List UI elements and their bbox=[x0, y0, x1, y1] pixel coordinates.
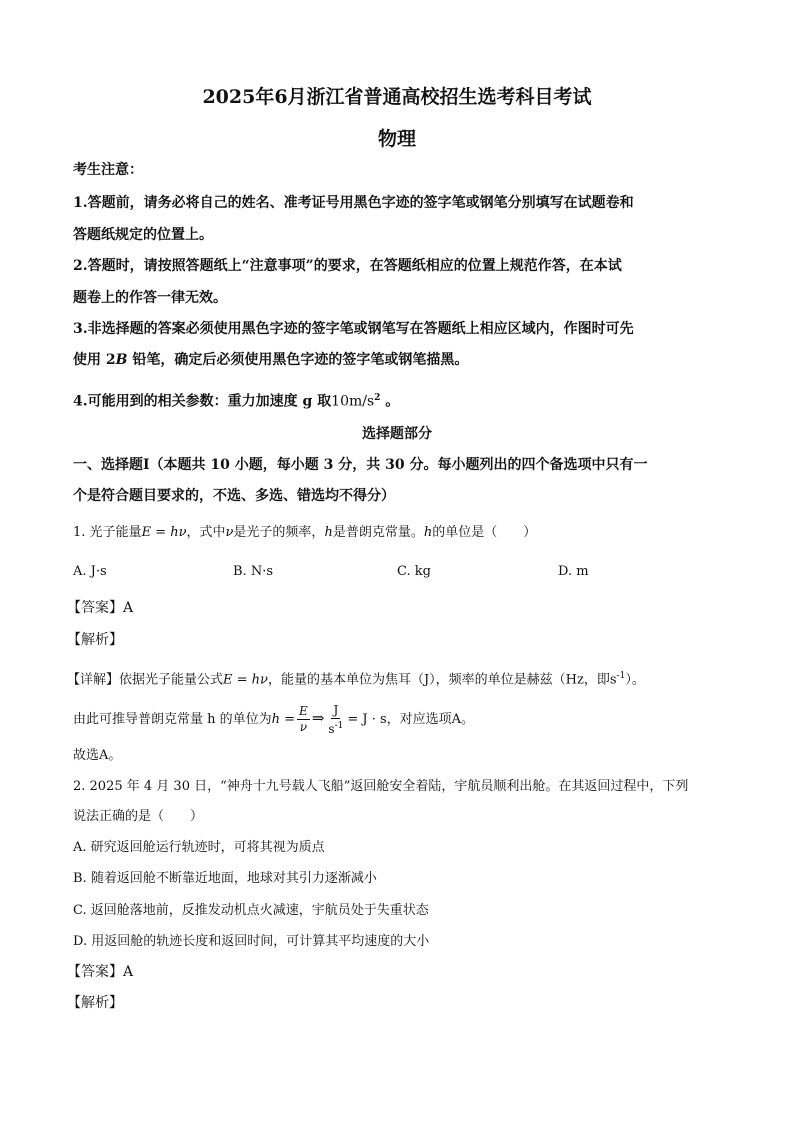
q1-option-a: A. J·s bbox=[73, 564, 107, 579]
question-2-stem-b: 说法正确的是（ ） bbox=[73, 809, 204, 824]
gravity-exponent: 2 bbox=[374, 393, 381, 403]
q1-nu: ν bbox=[225, 525, 234, 540]
fraction-1-numerator: E bbox=[299, 704, 308, 718]
exam-title: 2025年6月浙江省普通高校招生选考科目考试 bbox=[202, 86, 592, 108]
question-1-number: 1. bbox=[73, 525, 90, 540]
q1-detail-exp: -1 bbox=[616, 671, 626, 681]
q1-detail-1c: ）。 bbox=[625, 672, 645, 688]
fraction-2-denominator bbox=[326, 719, 345, 737]
question-2-stem-a: 2. 2025 年 4 月 30 日，“神舟十九号载人飞船”返回舱安全着陆，宇航员顺利出舱。在其返回过程中，下列 bbox=[73, 779, 689, 794]
q1-detail-label: 【详解】 bbox=[67, 672, 120, 688]
q1-detail-h: h = bbox=[271, 712, 296, 727]
notice-item-1b: 答题纸规定的位置上。 bbox=[73, 227, 213, 243]
fraction-e-over-nu bbox=[297, 704, 310, 735]
notice-item-2a: 2.答题时，请按照答题纸上“注意事项”的要求，在答题纸相应的位置上规范作答，在本试 bbox=[73, 258, 622, 274]
q1-h-2: h bbox=[423, 525, 433, 540]
q2-option-c: C. 返回舱落地前，反推发动机点火减速，宇航员处于失重状态 bbox=[73, 903, 429, 918]
q1-detail-1 bbox=[67, 666, 645, 690]
q1-detail-2 bbox=[73, 698, 474, 740]
notice-item-2b: 题卷上的作答一律无效。 bbox=[73, 290, 227, 306]
q1-text-5: 的单位是（ ） bbox=[432, 525, 537, 540]
q2-option-d: D. 用返回舱的轨迹长度和返回时间，可计算其平均速度的大小 bbox=[73, 934, 430, 949]
notice-item-3b-post: 铅笔，确定后必须使用黑色字迹的签字笔或钢笔描黑。 bbox=[127, 352, 469, 368]
notice-item-1a: 1.答题前，请务必将自己的姓名、准考证号用黑色字迹的签字笔或钢笔分别填写在试题卷和 bbox=[73, 195, 634, 211]
section-title: 选择题部分 bbox=[362, 426, 432, 442]
part1-instructions-b: 个是符合题目要求的，不选、多选、错选均不得分） bbox=[73, 488, 395, 504]
q1-detail-formula: E = hν bbox=[223, 672, 268, 688]
q1-analysis-label: 【解析】 bbox=[67, 632, 123, 648]
q1-detail-eq: = J · s bbox=[347, 712, 387, 727]
q1-detail-2b: ，对应选项A。 bbox=[386, 712, 475, 727]
fraction-2-den-unit: s bbox=[328, 721, 335, 736]
notice-item-3b-var: B bbox=[115, 352, 128, 368]
notice-heading: 考生注意： bbox=[73, 162, 143, 178]
fraction-1-denominator: ν bbox=[299, 720, 308, 734]
q1-text-4: 是普朗克常量。 bbox=[332, 525, 424, 540]
q1-detail-2a: 由此可推导普朗克常量 h 的单位为 bbox=[73, 712, 272, 727]
gravity-value: 10m/s bbox=[331, 393, 375, 410]
q1-option-d: D. m bbox=[558, 564, 589, 579]
q1-h-1: h bbox=[324, 525, 333, 540]
part1-instructions-a: 一、选择题Ⅰ（本题共 10 小题，每小题 3 分，共 30 分。每小题列出的四个备选项中只有一 bbox=[73, 457, 648, 473]
fraction-j-over-s bbox=[326, 703, 345, 737]
exam-subject: 物理 bbox=[377, 128, 416, 150]
q1-detail-unit: s bbox=[609, 672, 617, 688]
q1-option-b: B. N·s bbox=[233, 564, 273, 579]
q2-answer: 【答案】A bbox=[67, 964, 134, 980]
q1-text-3: 是光子的频率， bbox=[233, 525, 325, 540]
q1-option-c: C. kg bbox=[397, 564, 431, 579]
question-1-stem bbox=[73, 523, 536, 543]
notice-item-4-post: 。 bbox=[380, 393, 400, 410]
q1-answer: 【答案】A bbox=[67, 600, 134, 616]
notice-item-3a: 3.非选择题的答案必须使用黑色字迹的签字笔或钢笔写在答题纸上相应区域内，作图时可先 bbox=[73, 321, 634, 337]
notice-item-4-pre: 4.可能用到的相关参数：重力加速度 g 取 bbox=[73, 393, 332, 410]
implies-arrow: ⇒ bbox=[311, 709, 325, 727]
notice-item-3b-pre: 使用 2 bbox=[73, 352, 116, 368]
q2-option-a: A. 研究返回舱运行轨迹时，可将其视为质点 bbox=[73, 840, 325, 855]
notice-item-4 bbox=[73, 388, 399, 412]
fraction-2-numerator: J bbox=[333, 702, 339, 717]
notice-item-3b bbox=[73, 350, 468, 370]
q1-detail-1a: 依据光子能量公式 bbox=[119, 672, 224, 688]
q2-analysis-label: 【解析】 bbox=[67, 995, 123, 1011]
q1-text-1: 光子能量 bbox=[89, 525, 142, 540]
q1-formula: E = hν bbox=[141, 525, 187, 540]
q1-text-2: ，式中 bbox=[186, 525, 226, 540]
q1-detail-1b: ，能量的基本单位为焦耳（J），频率的单位是赫兹（Hz，即 bbox=[267, 672, 610, 688]
q2-option-b: B. 随着返回舱不断靠近地面，地球对其引力逐渐减小 bbox=[73, 871, 377, 886]
fraction-2-den-exp: -1 bbox=[334, 720, 344, 731]
q1-conclusion: 故选A。 bbox=[73, 748, 122, 763]
